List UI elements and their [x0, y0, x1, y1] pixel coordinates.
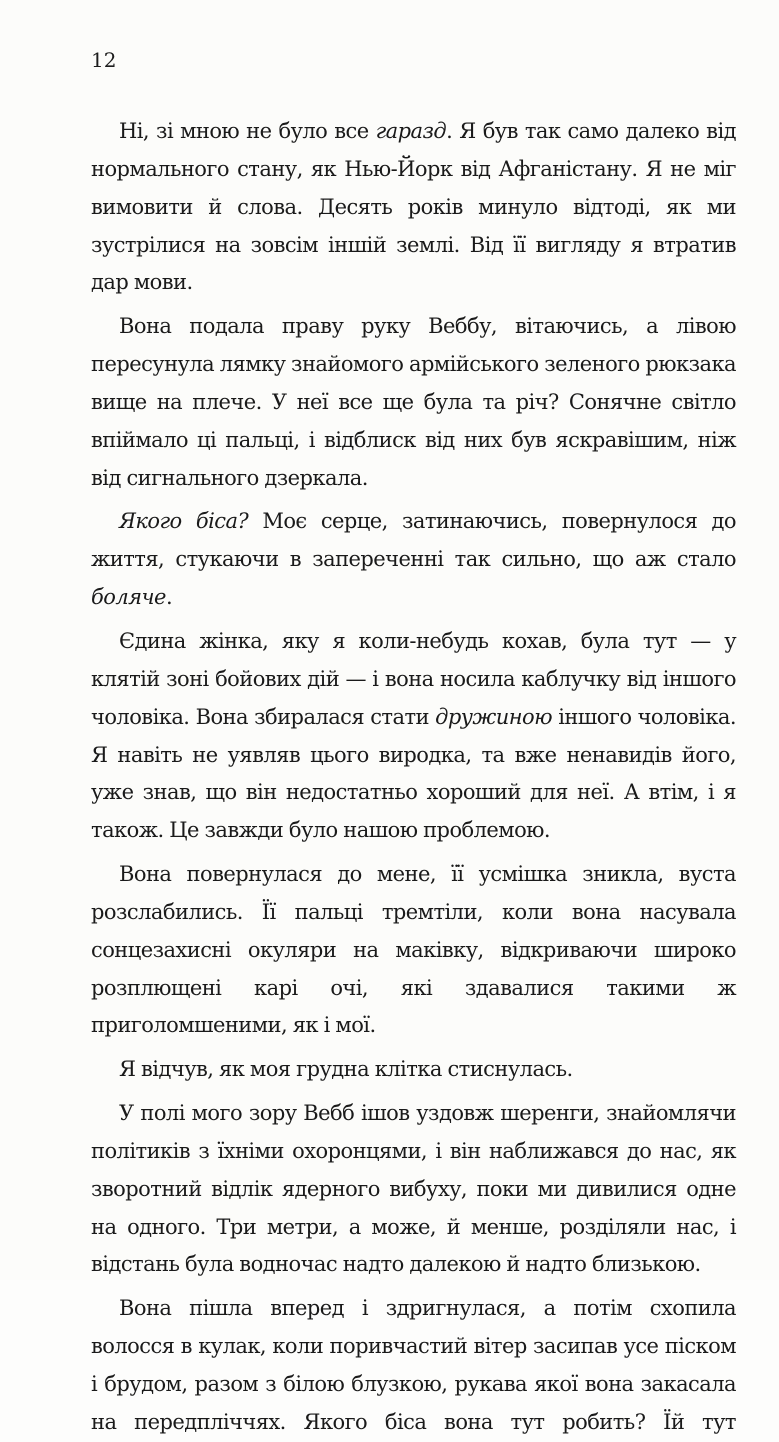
- text-run: Вона подала праву руку Веббу, вітаючись, а лівою пересунула лямку знайомого армійського зеленого рюкзака вище на плече. У неї все ще була та річ? Сонячне світло впіймало ці пальці, і відблиск від них був яскравішим, ніж від сигнального дзеркала.: [91, 314, 736, 490]
- paragraph: [91, 1051, 736, 1089]
- italic-run: боляче: [91, 585, 166, 610]
- text-run: Вона пішла вперед і здригнулася, а потім схопила волосся в кулак, коли поривчастий вітер засипав усе піском і брудом, разом з білою блузкою, рукава якої вона закасала на передпліччях. Якого біса вона тут робить? Їй тут: [91, 1296, 736, 1434]
- text-run: .: [165, 585, 173, 610]
- text-run: У полі мого зору Вебб ішов уздовж шеренги, знайомлячи політиків з їхніми охоронцями, і він наближався до нас, як зворотний відлік ядерного вибуху, поки ми дивилися одне на одного. Три метри, а може, й менше, розділяли нас, і відстань була водночас надто далекою й надто близькою.: [91, 1101, 736, 1277]
- text-run: Єдина жінка, яку я коли-небудь кохав, була тут — у клятій зоні бойових дій — і вона носила каблучку від іншого чоловіка. Вона збиралася стати: [91, 628, 736, 729]
- paragraph: [91, 113, 736, 302]
- paragraph: [91, 503, 736, 617]
- paragraph: [91, 308, 736, 497]
- text-run: Моє серце, затинаючись, повернулося до життя, стукаючи в запереченні так сильно, що аж стало: [91, 509, 736, 572]
- italic-run: гаразд: [375, 119, 447, 143]
- text-run: іншого чоловіка. Я навіть не уявляв цього виродка, та вже ненавидів його, уже знав, що він недостатньо хороший для неї. А втім, і я також. Це завжди було нашою проблемою.: [91, 704, 736, 843]
- page-number: 12: [91, 48, 117, 72]
- paragraph: [91, 1290, 736, 1441]
- text-run: Ні, зі мною не було все: [119, 119, 376, 143]
- text-run: Я відчув, як моя грудна клітка стиснулась.: [119, 1057, 573, 1082]
- paragraph: [91, 1095, 736, 1284]
- text-run: . Я був так само далеко від нормального стану, як Нью-Йорк від Афганістану. Я не міг вимовити й слова. Десять років минуло відтоді, як ми зустрілися на зовсім іншій землі. Від її вигляду я втратив дар мови.: [91, 119, 737, 295]
- italic-run: дружиною: [435, 704, 553, 729]
- body-text: [91, 113, 736, 1442]
- paragraph: [91, 856, 736, 1045]
- paragraph: [91, 623, 736, 850]
- italic-run: Якого біса?: [119, 509, 249, 534]
- text-run: Вона повернулася до мене, її усмішка зникла, вуста розслабились. Її пальці тремтіли, коли вона насувала сонцезахисні окуляри на маківку, відкриваючи широко розплющені карі очі, які здавалися такими ж приголомшеними, як і мої.: [91, 862, 736, 1038]
